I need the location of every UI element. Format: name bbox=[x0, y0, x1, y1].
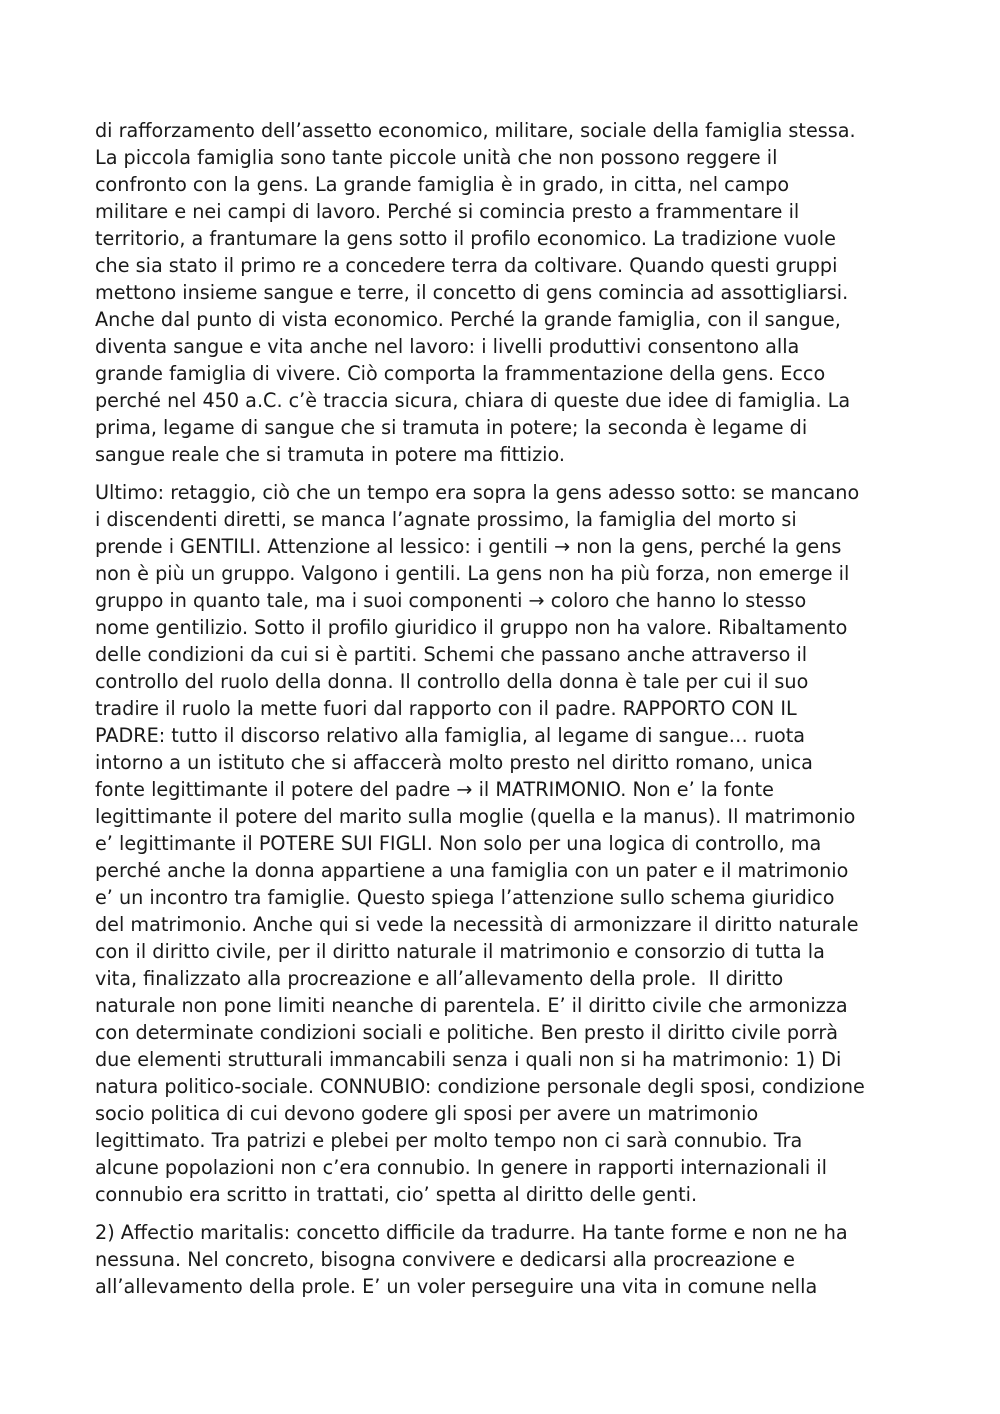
text-line: alcune popolazioni non c’era connubio. In genere in rapporti internazionali il bbox=[95, 1156, 827, 1179]
text-line: vita, finalizzato alla procreazione e all’allevamento della prole. Il diritto bbox=[95, 967, 784, 990]
text-line: sangue reale che si tramuta in potere ma fittizio. bbox=[95, 443, 565, 466]
paragraph-3 bbox=[95, 1219, 910, 1300]
text-line: di rafforzamento dell’assetto economico, militare, sociale della famiglia stessa. bbox=[95, 119, 856, 142]
text-line: connubio era scritto in trattati, cio’ spetta al diritto delle genti. bbox=[95, 1183, 698, 1206]
text-line: perché nel 450 a.C. c’è traccia sicura, chiara di queste due idee di famiglia. La bbox=[95, 389, 851, 412]
text-line: due elementi strutturali immancabili senza i quali non si ha matrimonio: 1) Di bbox=[95, 1048, 842, 1071]
text-line: 2) Affectio maritalis: concetto difficile da tradurre. Ha tante forme e non ne ha bbox=[95, 1221, 848, 1244]
text-line: all’allevamento della prole. E’ un voler perseguire una vita in comune nella bbox=[95, 1275, 818, 1298]
text-line: controllo del ruolo della donna. Il controllo della donna è tale per cui il suo bbox=[95, 670, 809, 693]
text-line: che sia stato il primo re a concedere terra da coltivare. Quando questi gruppi bbox=[95, 254, 838, 277]
text-line: mettono insieme sangue e terre, il concetto di gens comincia ad assottigliarsi. bbox=[95, 281, 849, 304]
text-line: e’ un incontro tra famiglie. Questo spiega l’attenzione sullo schema giuridico bbox=[95, 886, 835, 909]
text-line: nessuna. Nel concreto, bisogna convivere e dedicarsi alla procreazione e bbox=[95, 1248, 795, 1271]
text-line: del matrimonio. Anche qui si vede la necessità di armonizzare il diritto naturale bbox=[95, 913, 859, 936]
text-line: legittimante il potere del marito sulla moglie (quella e la manus). Il matrimonio bbox=[95, 805, 856, 828]
paragraph-2 bbox=[95, 479, 910, 1208]
text-line: perché anche la donna appartiene a una famiglia con un pater e il matrimonio bbox=[95, 859, 849, 882]
text-line: tradire il ruolo la mette fuori dal rapporto con il padre. RAPPORTO CON IL bbox=[95, 697, 797, 720]
text-line: prima, legame di sangue che si tramuta in potere; la seconda è legame di bbox=[95, 416, 808, 439]
text-line: PADRE: tutto il discorso relativo alla famiglia, al legame di sangue… ruota bbox=[95, 724, 806, 747]
text-line: militare e nei campi di lavoro. Perché si comincia presto a frammentare il bbox=[95, 200, 800, 223]
text-line: grande famiglia di vivere. Ciò comporta la frammentazione della gens. Ecco bbox=[95, 362, 826, 385]
text-line: con determinate condizioni sociali e politiche. Ben presto il diritto civile porrà bbox=[95, 1021, 838, 1044]
text-line: Anche dal punto di vista economico. Perché la grande famiglia, con il sangue, bbox=[95, 308, 841, 331]
text-line: gruppo in quanto tale, ma i suoi componenti → coloro che hanno lo stesso bbox=[95, 589, 807, 612]
text-line: non è più un gruppo. Valgono i gentili. La gens non ha più forza, non emerge il bbox=[95, 562, 850, 585]
document-body bbox=[95, 117, 910, 1300]
text-line: prende i GENTILI. Attenzione al lessico: i gentili → non la gens, perché la gens bbox=[95, 535, 842, 558]
text-line: confronto con la gens. La grande famiglia è in grado, in citta, nel campo bbox=[95, 173, 790, 196]
text-line: fonte legittimante il potere del padre → il MATRIMONIO. Non e’ la fonte bbox=[95, 778, 774, 801]
paragraph-1 bbox=[95, 117, 910, 468]
text-line: diventa sangue e vita anche nel lavoro: i livelli produttivi consentono alla bbox=[95, 335, 800, 358]
text-line: nome gentilizio. Sotto il profilo giuridico il gruppo non ha valore. Ribaltamento bbox=[95, 616, 848, 639]
text-line: delle condizioni da cui si è partiti. Schemi che passano anche attraverso il bbox=[95, 643, 808, 666]
text-line: socio politica di cui devono godere gli sposi per avere un matrimonio bbox=[95, 1102, 759, 1125]
text-line: e’ legittimante il POTERE SUI FIGLI. Non solo per una logica di controllo, ma bbox=[95, 832, 822, 855]
text-line: intorno a un istituto che si affaccerà molto presto nel diritto romano, unica bbox=[95, 751, 813, 774]
text-line: Ultimo: retaggio, ciò che un tempo era sopra la gens adesso sotto: se mancano bbox=[95, 481, 860, 504]
text-line: i discendenti diretti, se manca l’agnate prossimo, la famiglia del morto si bbox=[95, 508, 797, 531]
text-line: territorio, a frantumare la gens sotto il profilo economico. La tradizione vuole bbox=[95, 227, 836, 250]
text-line: natura politico-sociale. CONNUBIO: condizione personale degli sposi, condizione bbox=[95, 1075, 865, 1098]
text-line: naturale non pone limiti neanche di parentela. E’ il diritto civile che armonizza bbox=[95, 994, 848, 1017]
text-line: La piccola famiglia sono tante piccole unità che non possono reggere il bbox=[95, 146, 778, 169]
text-line: legittimato. Tra patrizi e plebei per molto tempo non ci sarà connubio. Tra bbox=[95, 1129, 803, 1152]
text-line: con il diritto civile, per il diritto naturale il matrimonio e consorzio di tutta la bbox=[95, 940, 825, 963]
